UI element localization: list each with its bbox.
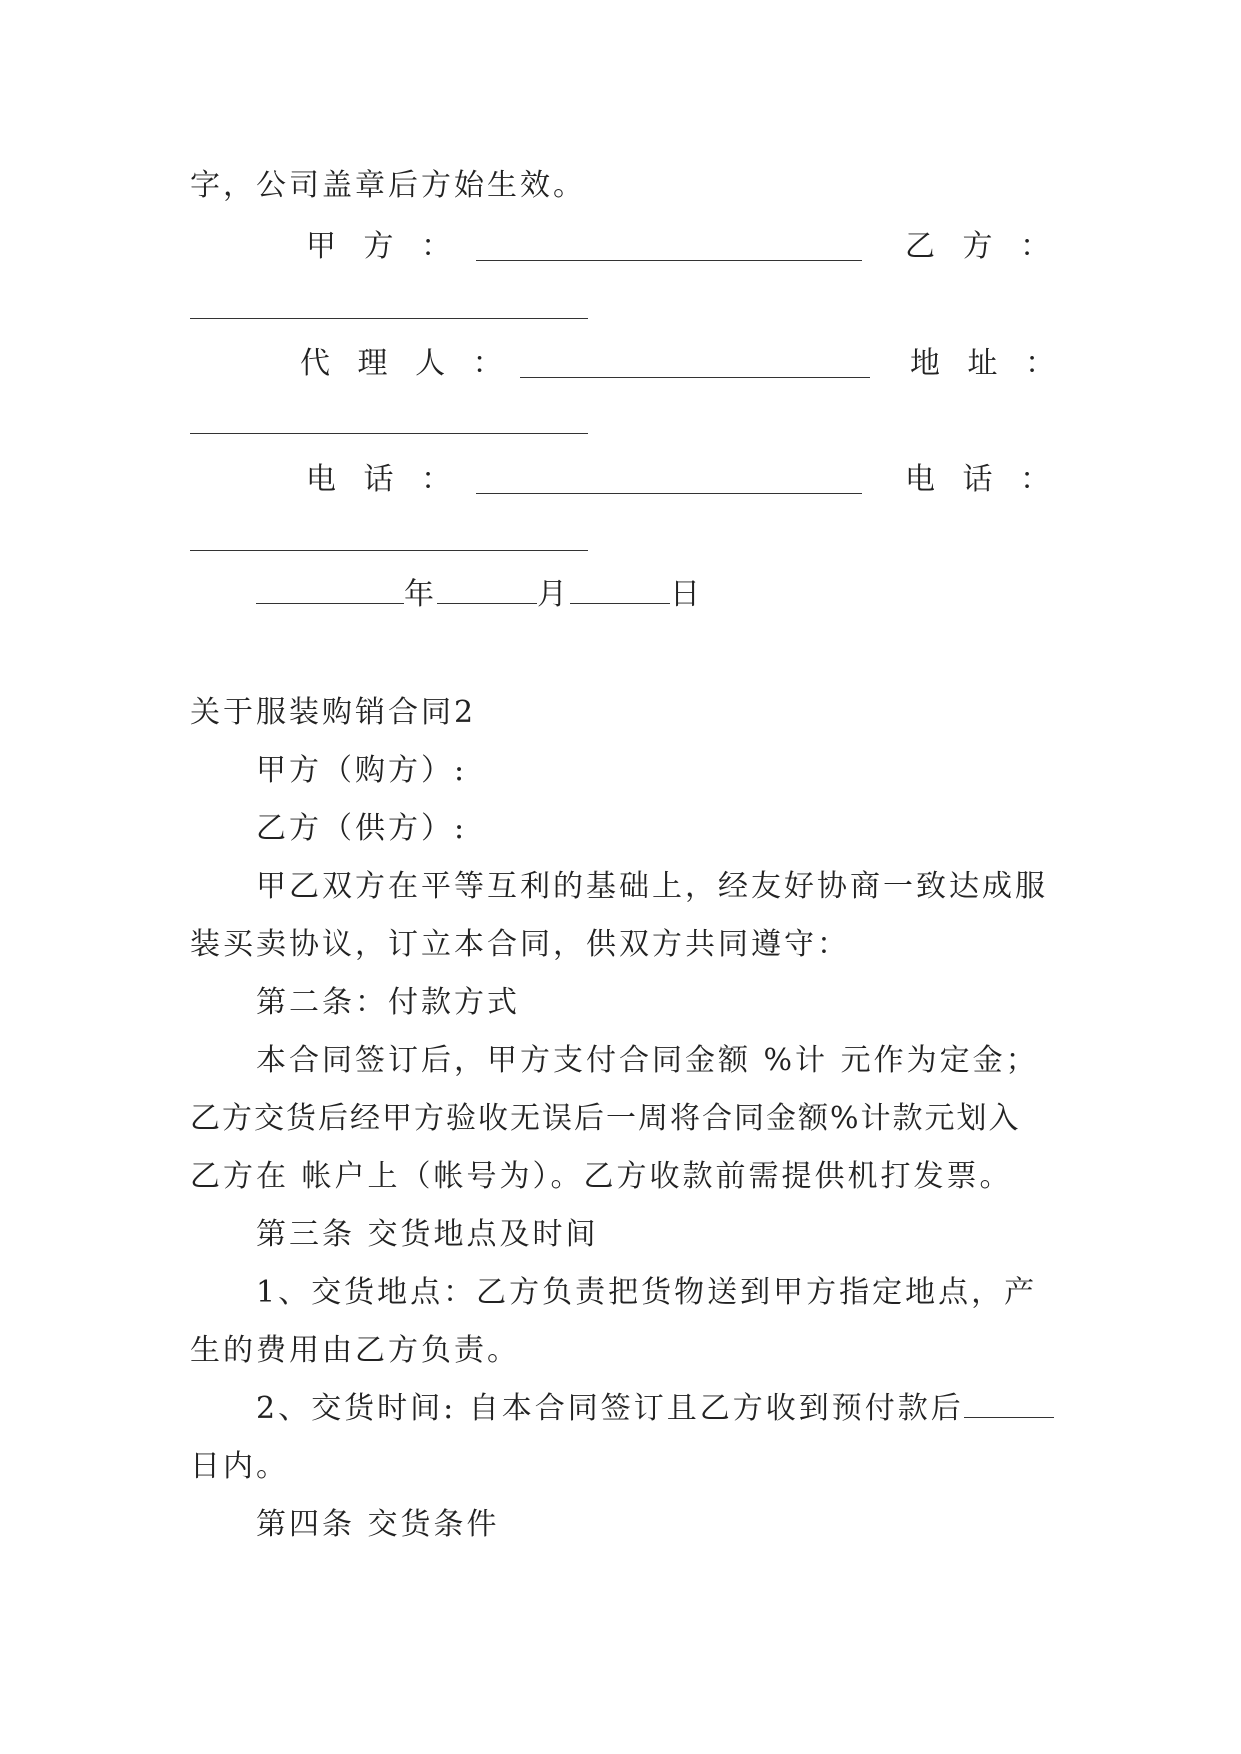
address-label: 地 址 ： xyxy=(910,346,1056,381)
phone-b-blank xyxy=(190,550,588,551)
phone-a-blank xyxy=(476,493,862,494)
article-4-title: 第四条 交货条件 xyxy=(256,1507,500,1542)
party-b-blank xyxy=(190,318,588,319)
article-2-line-2: 乙方交货后经甲方验收无误后一周将合同金额%计款元划入 xyxy=(190,1101,1021,1136)
article-3-item-2-text: 2、交货时间: 自本合同签订且乙方收到预付款后 xyxy=(256,1391,964,1426)
article-3-title: 第三条 交货地点及时间 xyxy=(256,1217,599,1252)
agent-label: 代 理 人 ： xyxy=(300,346,503,381)
article-2-line-3: 乙方在 帐户上（帐号为）。乙方收款前需提供机打发票。 xyxy=(190,1159,1013,1194)
intro-paragraph-line-1: 甲乙双方在平等互利的基础上，经友好协商一致达成服 xyxy=(256,869,1048,904)
continuation-text: 字，公司盖章后方始生效。 xyxy=(190,168,586,203)
address-blank xyxy=(190,433,588,434)
buyer-line: 甲方（购方）: xyxy=(256,753,468,788)
seller-line: 乙方（供方）: xyxy=(256,811,468,846)
intro-paragraph-line-2: 装买卖协议，订立本合同，供双方共同遵守： xyxy=(190,927,850,962)
days-blank xyxy=(964,1391,1054,1418)
party-b-label: 乙 方 ： xyxy=(905,229,1051,264)
date-line xyxy=(256,575,703,615)
phone-a-label: 电 话 ： xyxy=(306,462,452,497)
month-blank xyxy=(437,577,537,604)
day-blank xyxy=(570,577,670,604)
article-3-item-1-line-2: 生的费用由乙方负责。 xyxy=(190,1333,520,1368)
article-3-item-2-line-2: 日内。 xyxy=(190,1449,289,1484)
day-label: 日 xyxy=(670,577,703,612)
article-2-line-1: 本合同签订后，甲方支付合同金额 %计 元作为定金； xyxy=(256,1043,1039,1078)
year-label: 年 xyxy=(404,577,437,612)
contract-title: 关于服装购销合同2 xyxy=(190,695,477,730)
article-3-item-1-line-1: 1、交货地点：乙方负责把货物送到甲方指定地点，产 xyxy=(256,1275,1038,1310)
year-blank xyxy=(256,577,404,604)
article-2-title: 第二条：付款方式 xyxy=(256,985,520,1020)
party-a-blank xyxy=(476,260,862,261)
month-label: 月 xyxy=(537,577,570,612)
party-a-label: 甲 方 ： xyxy=(306,229,452,264)
phone-b-label: 电 话 ： xyxy=(905,462,1051,497)
article-3-item-2-line-1 xyxy=(256,1389,1054,1429)
agent-blank xyxy=(520,377,870,378)
